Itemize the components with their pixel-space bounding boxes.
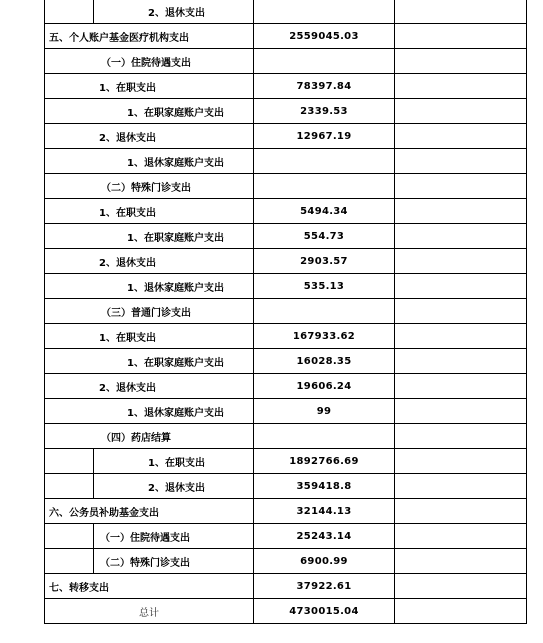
row-label: 1、在职支出 bbox=[45, 74, 254, 99]
empty-cell bbox=[395, 324, 527, 349]
row-value: 535.13 bbox=[254, 274, 395, 299]
row-label: 1、在职家庭账户支出 bbox=[45, 349, 254, 374]
row-value: 554.73 bbox=[254, 224, 395, 249]
empty-cell bbox=[395, 524, 527, 549]
row-label: 1、退休家庭账户支出 bbox=[45, 149, 254, 174]
table-row bbox=[45, 274, 527, 299]
empty-cell bbox=[395, 74, 527, 99]
row-label: 六、公务员补助基金支出 bbox=[45, 499, 254, 524]
table-row bbox=[45, 549, 527, 574]
table-row bbox=[45, 199, 527, 224]
row-label: 1、在职支出 bbox=[45, 324, 254, 349]
expenditure-table-body bbox=[45, 0, 527, 624]
empty-cell bbox=[395, 549, 527, 574]
row-label: 五、个人账户基金医疗机构支出 bbox=[45, 24, 254, 49]
row-label: 2、退休支出 bbox=[45, 249, 254, 274]
table-row bbox=[45, 349, 527, 374]
empty-cell bbox=[395, 49, 527, 74]
empty-cell bbox=[395, 449, 527, 474]
table-row bbox=[45, 99, 527, 124]
row-label: 1、退休家庭账户支出 bbox=[45, 399, 254, 424]
empty-cell bbox=[395, 599, 527, 624]
empty-cell bbox=[395, 199, 527, 224]
table-row bbox=[45, 324, 527, 349]
row-value: 359418.8 bbox=[254, 474, 395, 499]
row-value: 6900.99 bbox=[254, 549, 395, 574]
empty-cell bbox=[395, 274, 527, 299]
row-value: 167933.62 bbox=[254, 324, 395, 349]
row-label: 2、退休支出 bbox=[94, 0, 254, 24]
table-row bbox=[45, 224, 527, 249]
row-value bbox=[254, 174, 395, 199]
row-value: 5494.34 bbox=[254, 199, 395, 224]
empty-cell bbox=[395, 424, 527, 449]
empty-cell bbox=[45, 449, 94, 474]
empty-cell bbox=[395, 474, 527, 499]
row-value: 2339.53 bbox=[254, 99, 395, 124]
row-value: 32144.13 bbox=[254, 499, 395, 524]
row-value: 12967.19 bbox=[254, 124, 395, 149]
row-value bbox=[254, 149, 395, 174]
empty-cell bbox=[45, 0, 94, 24]
table-row bbox=[45, 524, 527, 549]
table-row bbox=[45, 574, 527, 599]
row-label: 2、退休支出 bbox=[45, 124, 254, 149]
empty-cell bbox=[395, 99, 527, 124]
row-value bbox=[254, 0, 395, 24]
empty-cell bbox=[395, 574, 527, 599]
row-value: 1892766.69 bbox=[254, 449, 395, 474]
row-label: （一）住院待遇支出 bbox=[94, 524, 254, 549]
empty-cell bbox=[395, 0, 527, 24]
table-row bbox=[45, 374, 527, 399]
row-value: 99 bbox=[254, 399, 395, 424]
row-label: 1、在职家庭账户支出 bbox=[45, 99, 254, 124]
row-label: 1、在职支出 bbox=[45, 199, 254, 224]
row-label: 1、退休家庭账户支出 bbox=[45, 274, 254, 299]
row-label: 七、转移支出 bbox=[45, 574, 254, 599]
row-value bbox=[254, 49, 395, 74]
empty-cell bbox=[395, 374, 527, 399]
row-label: （二）特殊门诊支出 bbox=[94, 549, 254, 574]
table-row bbox=[45, 474, 527, 499]
total-label: 总计 bbox=[45, 599, 254, 624]
empty-cell bbox=[45, 474, 94, 499]
row-value: 19606.24 bbox=[254, 374, 395, 399]
empty-cell bbox=[395, 149, 527, 174]
table-row bbox=[45, 399, 527, 424]
row-value: 2903.57 bbox=[254, 249, 395, 274]
row-label: 1、在职家庭账户支出 bbox=[45, 224, 254, 249]
empty-cell bbox=[45, 549, 94, 574]
empty-cell bbox=[395, 349, 527, 374]
table-row bbox=[45, 149, 527, 174]
table-row bbox=[45, 74, 527, 99]
empty-cell bbox=[395, 299, 527, 324]
row-value bbox=[254, 424, 395, 449]
row-label: （四）药店结算 bbox=[45, 424, 254, 449]
row-value: 37922.61 bbox=[254, 574, 395, 599]
row-label: 2、退休支出 bbox=[45, 374, 254, 399]
empty-cell bbox=[45, 524, 94, 549]
expenditure-table bbox=[44, 0, 527, 624]
row-label: （一）住院待遇支出 bbox=[45, 49, 254, 74]
row-value: 2559045.03 bbox=[254, 24, 395, 49]
row-value: 16028.35 bbox=[254, 349, 395, 374]
table-row bbox=[45, 249, 527, 274]
row-value: 78397.84 bbox=[254, 74, 395, 99]
row-label: 1、在职支出 bbox=[94, 449, 254, 474]
empty-cell bbox=[395, 24, 527, 49]
empty-cell bbox=[395, 124, 527, 149]
table-row bbox=[45, 124, 527, 149]
table-row bbox=[45, 299, 527, 324]
total-value: 4730015.04 bbox=[254, 599, 395, 624]
table-row bbox=[45, 499, 527, 524]
row-label: （三）普通门诊支出 bbox=[45, 299, 254, 324]
table-row bbox=[45, 449, 527, 474]
table-row bbox=[45, 49, 527, 74]
row-value: 25243.14 bbox=[254, 524, 395, 549]
empty-cell bbox=[395, 499, 527, 524]
table-row bbox=[45, 0, 527, 24]
row-value bbox=[254, 299, 395, 324]
empty-cell bbox=[395, 399, 527, 424]
empty-cell bbox=[395, 174, 527, 199]
table-row bbox=[45, 174, 527, 199]
table-row bbox=[45, 599, 527, 624]
table-row bbox=[45, 424, 527, 449]
empty-cell bbox=[395, 224, 527, 249]
row-label: 2、退休支出 bbox=[94, 474, 254, 499]
table-row bbox=[45, 24, 527, 49]
empty-cell bbox=[395, 249, 527, 274]
row-label: （二）特殊门诊支出 bbox=[45, 174, 254, 199]
